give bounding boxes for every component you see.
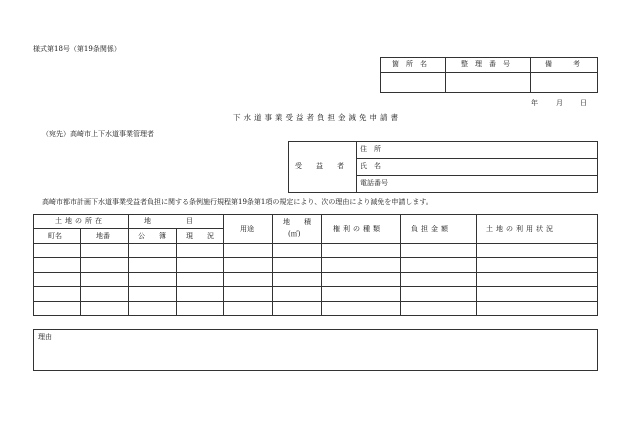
address-field[interactable] bbox=[392, 142, 597, 157]
phone-field[interactable] bbox=[392, 176, 597, 192]
date-year: 年 bbox=[531, 99, 538, 107]
table-row[interactable] bbox=[34, 273, 597, 285]
name-field[interactable] bbox=[392, 159, 597, 174]
date-day: 日 bbox=[580, 99, 587, 107]
area-unit: (㎡) bbox=[288, 230, 301, 238]
charge-amount-header: 負担金額 bbox=[411, 225, 451, 233]
remarks-field[interactable] bbox=[531, 73, 597, 92]
area-header: 地 積 bbox=[283, 218, 311, 226]
address-label: 住 所 bbox=[360, 145, 381, 153]
reference-number-header: 整 理 番 号 bbox=[461, 60, 510, 68]
remarks-header: 備 考 bbox=[545, 60, 580, 68]
name-label: 氏 名 bbox=[360, 162, 381, 170]
land-category-header: 地 目 bbox=[144, 217, 193, 225]
table-divider bbox=[356, 141, 357, 193]
table-row[interactable] bbox=[34, 244, 597, 257]
official-register-header: 公 簿 bbox=[138, 232, 166, 240]
phone-label: 電話番号 bbox=[360, 179, 388, 187]
form-number: 様式第18号（第19条関係） bbox=[33, 45, 121, 53]
rights-type-header: 権利の種類 bbox=[333, 225, 383, 233]
current-status-header: 現 況 bbox=[186, 232, 214, 240]
location-name-field[interactable] bbox=[381, 73, 444, 92]
table-row[interactable] bbox=[34, 302, 597, 315]
application-statement: 高崎市都市計画下水道事業受益者負担に関する条例施行規程第19条第1項の規定により、次の理由により減免を申請します。 bbox=[42, 198, 433, 206]
land-location-header: 土地の所在 bbox=[55, 217, 105, 225]
use-header: 用途 bbox=[240, 225, 254, 233]
table-row[interactable] bbox=[34, 258, 597, 271]
page-title: 下水道事業受益者負担金減免申請書 bbox=[233, 113, 401, 122]
addressee: （宛先）高崎市上下水道事業管理者 bbox=[42, 130, 154, 138]
reason-label: 理由 bbox=[38, 333, 52, 341]
date-month: 月 bbox=[556, 99, 563, 107]
lot-number-header: 地番 bbox=[96, 232, 110, 240]
town-header: 町名 bbox=[48, 232, 62, 240]
land-use-status-header: 土地の利用状況 bbox=[486, 225, 556, 233]
reason-box[interactable] bbox=[33, 329, 598, 371]
table-row[interactable] bbox=[34, 287, 597, 300]
reference-number-field[interactable] bbox=[446, 73, 529, 92]
location-name-header: 箇 所 名 bbox=[392, 60, 427, 68]
beneficiary-label: 受 益 者 bbox=[295, 162, 344, 170]
